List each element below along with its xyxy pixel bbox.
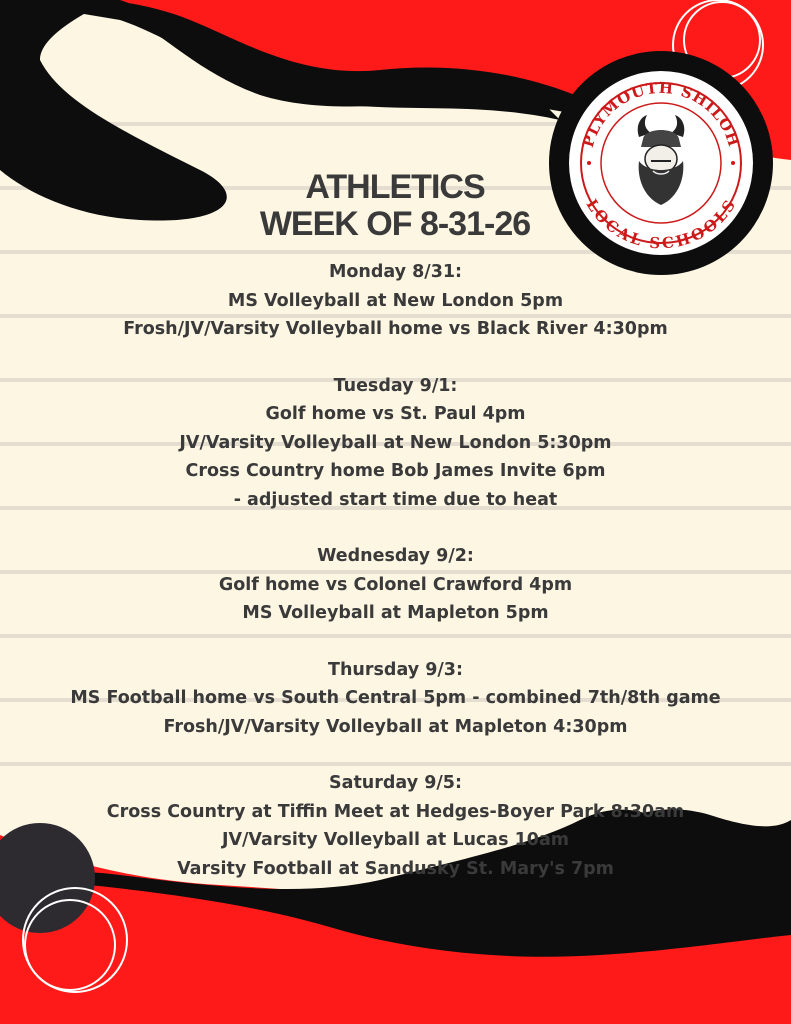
event-item: JV/Varsity Volleyball at Lucas 10am (221, 830, 570, 850)
day-monday (0, 258, 791, 344)
day-heading: Saturday 9/5: (329, 773, 462, 793)
schedule-list (0, 258, 791, 883)
event-item: Frosh/JV/Varsity Volleyball at Mapleton 4:30pm (163, 716, 628, 737)
event-item: MS Football home vs South Central 5pm - combined 7th/8th game (70, 688, 721, 708)
page-title-line2: WEEK OF 8-31-26 (259, 205, 531, 243)
day-heading: Thursday 9/3: (328, 659, 463, 680)
event-item: Cross Country at Tiffin Meet at Hedges-Boyer Park 8:30am (106, 801, 685, 822)
event-item: Golf home vs Colonel Crawford 4pm (218, 574, 573, 595)
event-item: MS Volleyball at Mapleton 5pm (242, 603, 549, 623)
day-wednesday (0, 542, 791, 628)
event-item: MS Volleyball at New London 5pm (227, 290, 564, 311)
day-heading: Monday 8/31: (328, 262, 463, 282)
event-item: Golf home vs St. Paul 4pm (265, 404, 526, 424)
event-item: Cross Country home Bob James Invite 6pm (185, 461, 606, 481)
day-heading: Tuesday 9/1: (333, 375, 458, 396)
event-note: - adjusted start time due to heat (233, 489, 558, 510)
page-title-line1: ATHLETICS (305, 168, 485, 206)
day-saturday (0, 769, 791, 883)
event-item: Varsity Football at Sandusky St. Mary's 7pm (177, 858, 614, 879)
day-thursday (0, 656, 791, 742)
day-heading: Wednesday 9/2: (317, 546, 474, 566)
event-item: Frosh/JV/Varsity Volleyball home vs Black River 4:30pm (123, 319, 668, 339)
day-tuesday (0, 372, 791, 515)
svg-text:LOCAL SCHOOLS: LOCAL SCHOOLS (582, 196, 740, 253)
event-item: JV/Varsity Volleyball at New London 5:30pm (179, 432, 612, 453)
svg-text:PLYMOUTH SHILOH: PLYMOUTH SHILOH (578, 78, 744, 150)
